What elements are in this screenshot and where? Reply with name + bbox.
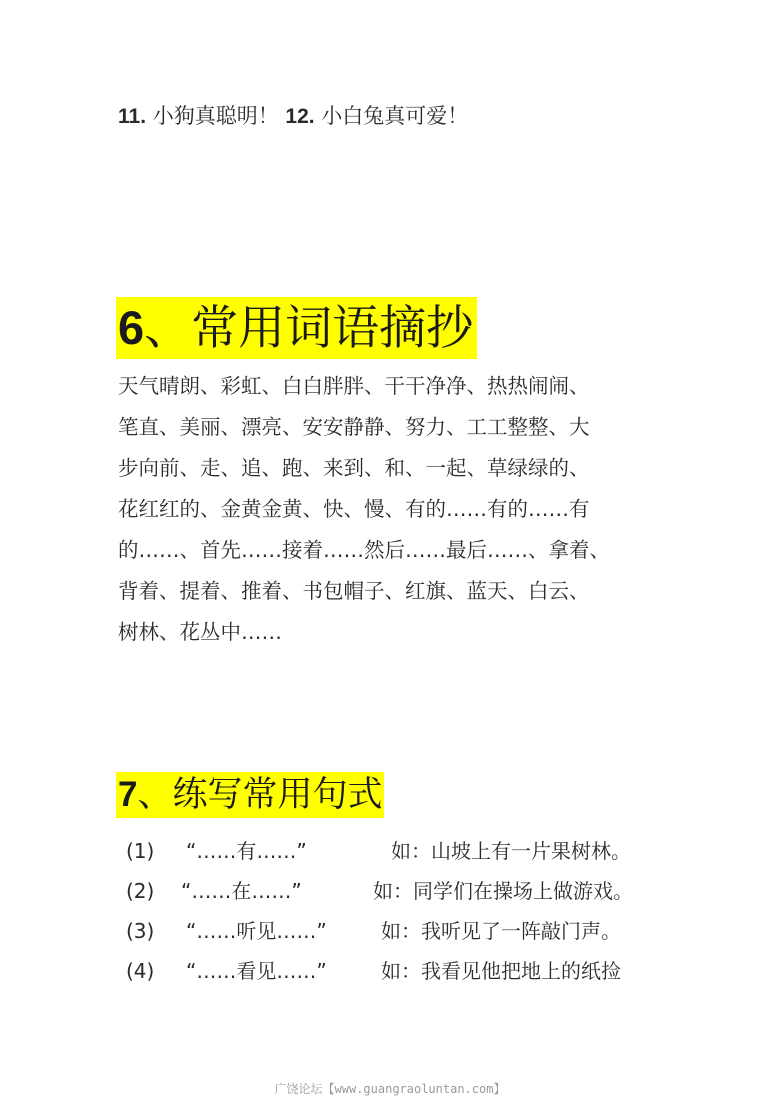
words-line: 笔直、美丽、漂亮、安安静静、努力、工工整整、大 [118, 415, 590, 439]
words-line: 天气晴朗、彩虹、白白胖胖、干干净净、热热闹闹、 [118, 374, 590, 398]
pattern-example: 如：同学们在操场上做游戏。 [373, 879, 633, 903]
pattern-item [126, 876, 633, 906]
item-11-text: 小狗真聪明！ [152, 104, 279, 128]
pattern-item [126, 916, 621, 946]
section-6-title: 、常用词语摘抄 [144, 301, 474, 356]
item-12-text: 小白兔真可爱！ [321, 104, 469, 128]
sentence-examples-line [118, 100, 468, 133]
section-7-number: 7 [118, 775, 138, 814]
section-6-heading [116, 297, 477, 359]
section-7-heading [116, 772, 384, 818]
pattern-index: (1) [126, 839, 155, 863]
pattern-text: “……听见……” [186, 919, 327, 943]
pattern-item [126, 956, 621, 986]
words-line: 背着、提着、推着、书包帽子、红旗、蓝天、白云、 [118, 579, 590, 603]
pattern-example: 如：山坡上有一片果树林。 [391, 839, 631, 863]
pattern-index: (4) [126, 959, 155, 983]
section-6-number: 6 [118, 301, 145, 354]
pattern-example: 如：我听见了一阵敲门声。 [381, 919, 621, 943]
pattern-text: “……看见……” [186, 959, 327, 983]
words-line: 步向前、走、追、跑、来到、和、一起、草绿绿的、 [118, 456, 590, 480]
pattern-item [126, 836, 631, 866]
words-line: 的……、首先……接着……然后……最后……、拿着、 [118, 538, 610, 562]
common-words-list [118, 366, 678, 653]
pattern-example: 如：我看见他把地上的纸捡 [381, 959, 621, 983]
pattern-text: “……在……” [181, 879, 302, 903]
pattern-text: “……有……” [186, 839, 307, 863]
words-line: 树林、花丛中…… [118, 620, 282, 644]
watermark-footer: 广饶论坛【www.guangraoluntan.com】 [274, 1082, 506, 1096]
item-11-number: 11. [118, 105, 147, 128]
pattern-index: (3) [126, 919, 155, 943]
item-12-number: 12. [285, 105, 315, 128]
words-line: 花红红的、金黄金黄、快、慢、有的……有的……有 [118, 497, 590, 521]
pattern-index: (2) [126, 879, 155, 903]
section-7-title: 、练写常用句式 [137, 775, 383, 815]
